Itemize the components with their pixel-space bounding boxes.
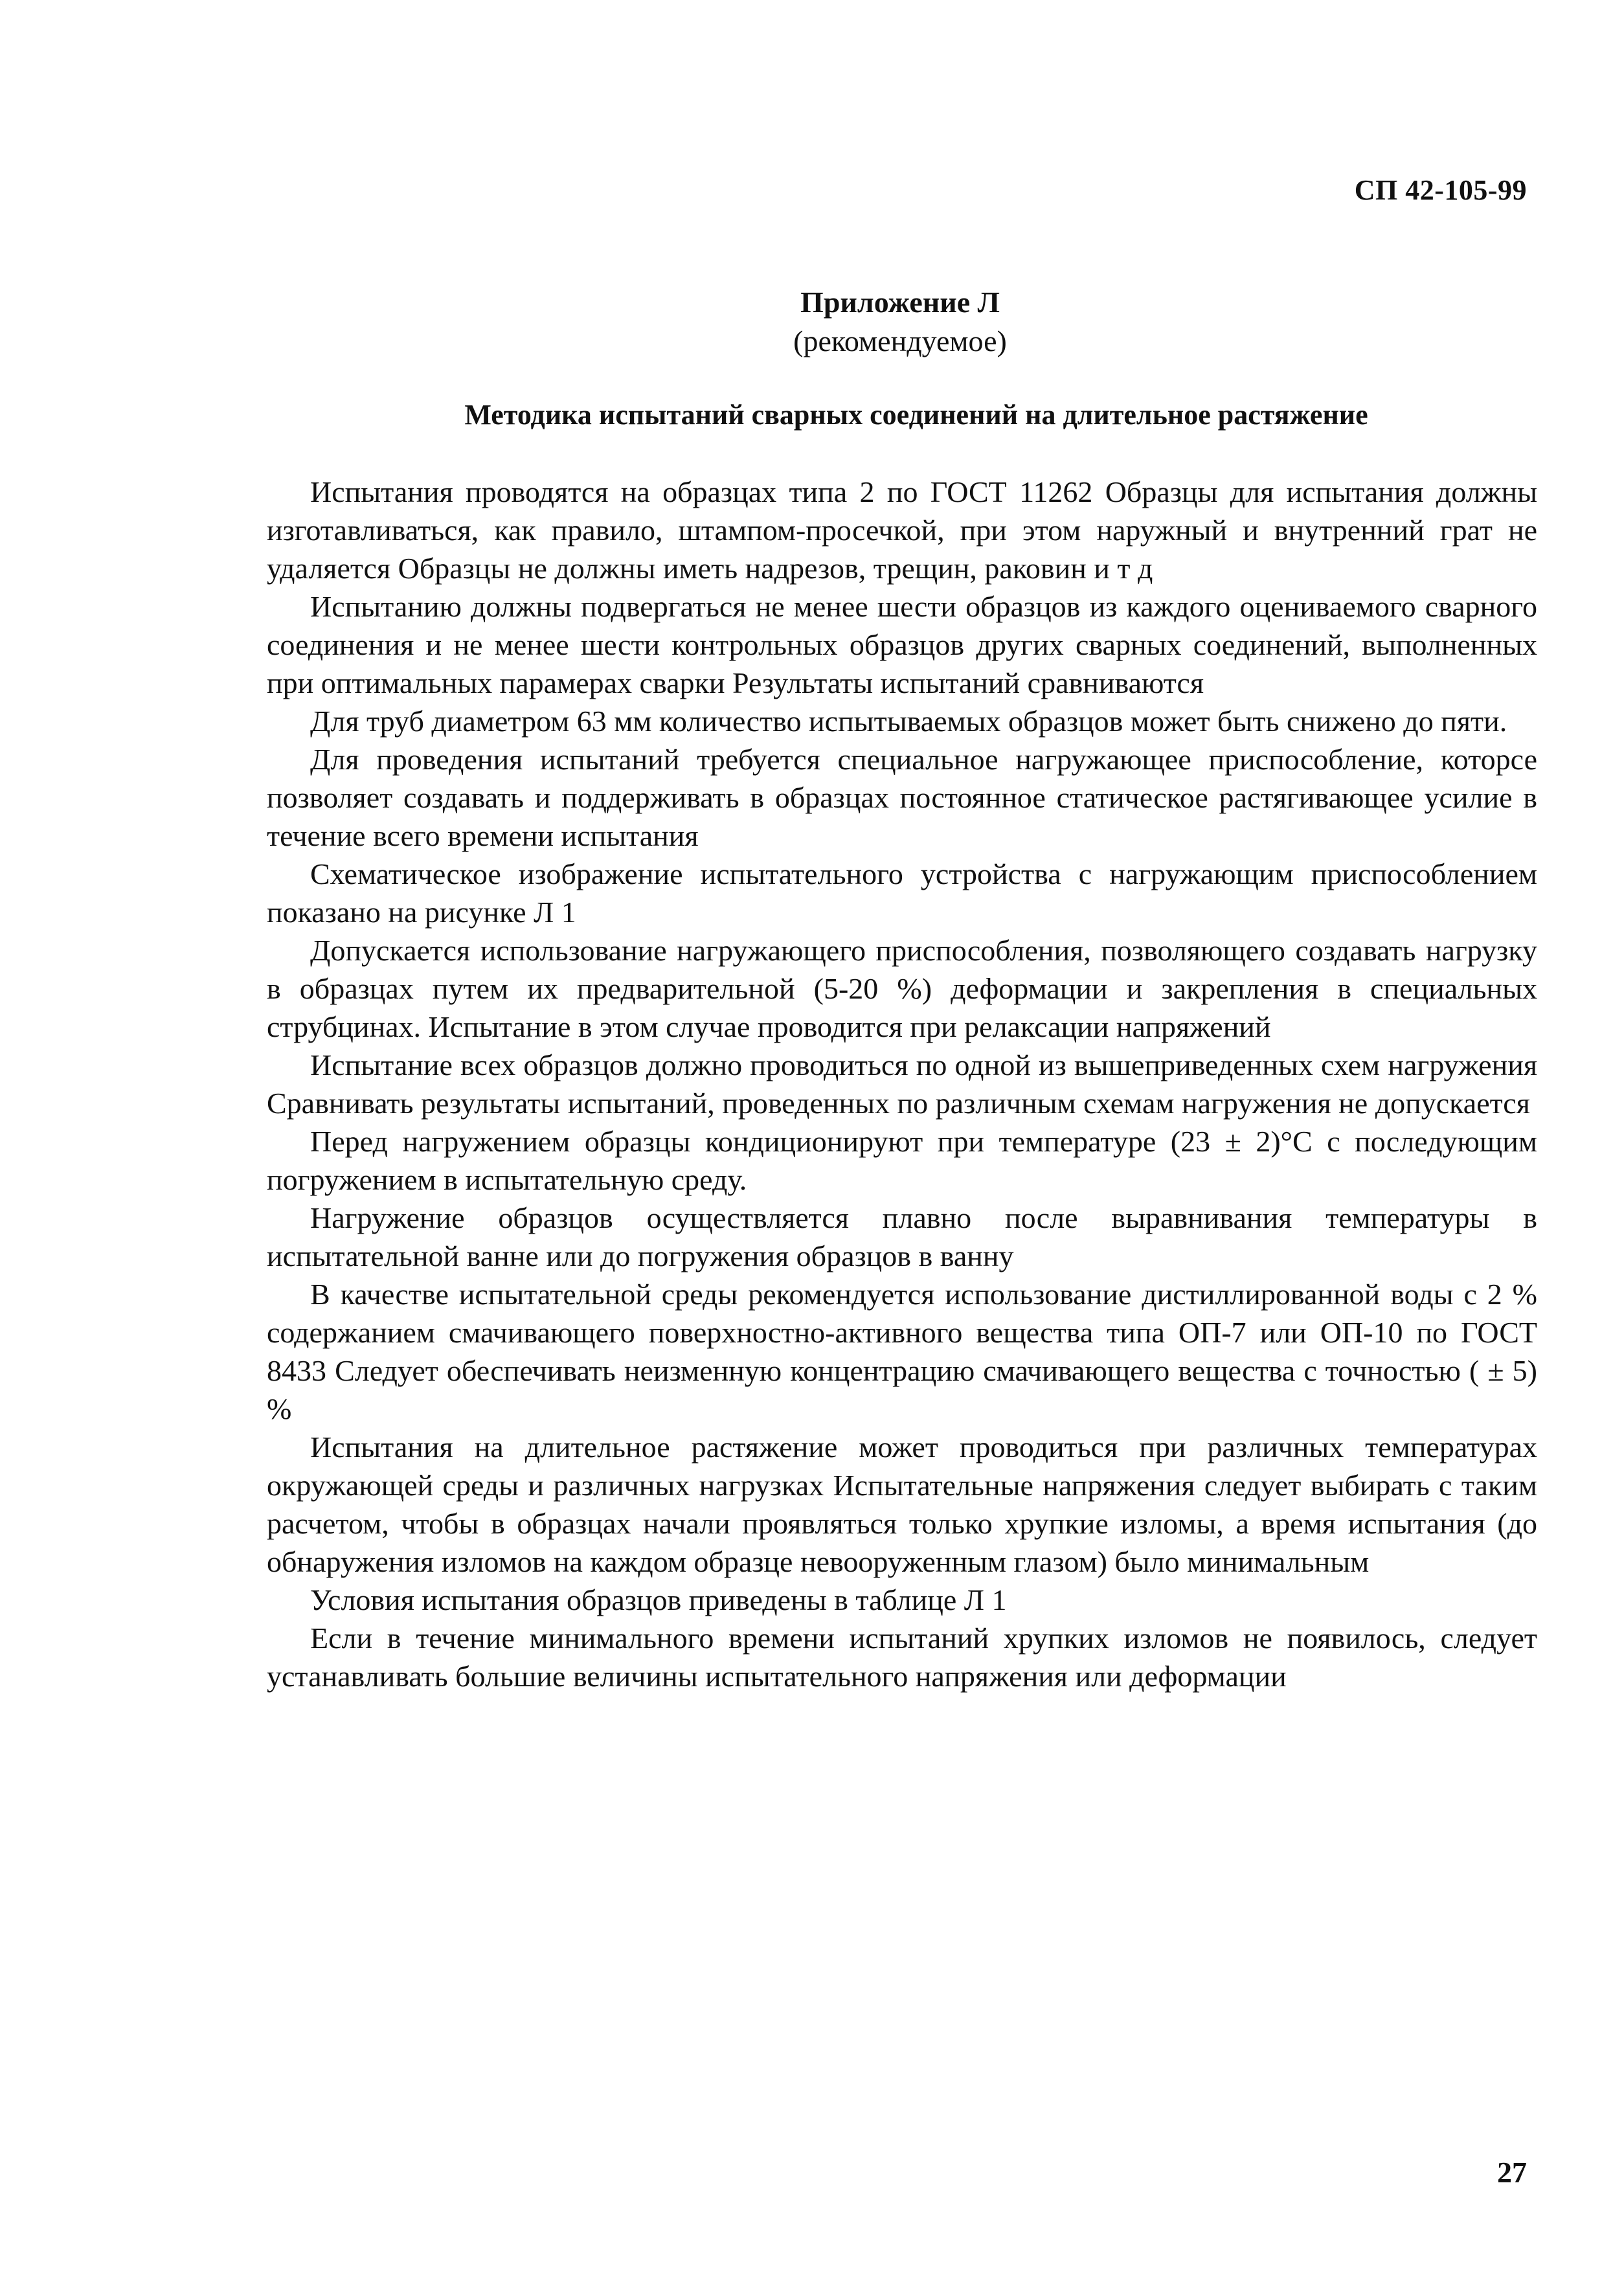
- document-code: СП 42-105-99: [1354, 174, 1527, 206]
- paragraph: Схематическое изображение испытательного устройства с нагружающим приспособлением показано на рисунке Л 1: [267, 857, 1537, 929]
- paragraph: Нагружение образцов осуществляется плавно после выравнивания температуры в испытательной ванне или до погружения образцов в ванну: [267, 1201, 1537, 1272]
- paragraph: Перед нагружением образцы кондиционируют при температуре (23 ± 2)°С с последующим погружением в испытательную среду.: [267, 1125, 1537, 1196]
- paragraph: Условия испытания образцов приведены в таблице Л 1: [310, 1583, 1007, 1616]
- paragraph: Допускается использование нагружающего приспособления, позволяющего создавать нагрузку в образцах путем их предварительной (5-20 %) деформации и закрепления в специальных струбцинах. Испытание в этом случае проводится при релаксации напряжений: [267, 934, 1537, 1043]
- paragraph: Для проведения испытаний требуется специальное нагружающее приспособление, которсе позволяет создавать и поддерживать в образцах постоянное статическое растягивающее усилие в течение всего времени испытания: [267, 743, 1537, 852]
- paragraph: Для труб диаметром 63 мм количество испытываемых образцов может быть снижено до пяти.: [310, 705, 1507, 738]
- appendix-title: Приложение Л: [800, 286, 1000, 319]
- paragraph: Испытания на длительное растяжение может проводиться при различных температурах окружающей среды и различных нагрузках Испытательные напряжения следует выбирать с таким расчетом, чтобы в образцах начали проявляться только хрупкие изломы, а время испытания (до обнаружения изломов на каждом образце невооруженным глазом) было минимальным: [267, 1430, 1537, 1578]
- paragraph: Если в течение минимального времени испытаний хрупких изломов не появилось, следует устанавливать большие величины испытательного напряжения или деформации: [267, 1622, 1537, 1693]
- paragraph: Испытанию должны подвергаться не менее шести образцов из каждого оцениваемого сварного соединения и не менее шести контрольных образцов других сварных соединений, выполненных при оптимальных парамерах сварки Результаты испытаний сравниваются: [267, 590, 1537, 699]
- paragraph: Испытания проводятся на образцах типа 2 по ГОСТ 11262 Образцы для испытания должны изготавливаться, как правило, штампом-просечкой, при этом наружный и внутренний грат не удаляется Образцы не должны иметь надрезов, трещин, раковин и т д: [267, 475, 1537, 585]
- section-heading: Методика испытаний сварных соединений на длительное растяжение: [464, 399, 1368, 431]
- body-text: [267, 473, 1537, 1695]
- paragraph: В качестве испытательной среды рекомендуется использование дистиллированной воды с 2 % содержанием смачивающего поверхностно-активного вещества типа ОП-7 или ОП-10 по ГОСТ 8433 Следует обеспечивать неизменную концентрацию смачивающего вещества с точностью ( ± 5) %: [267, 1278, 1537, 1425]
- page-number: 27: [1497, 2156, 1527, 2189]
- appendix-subtitle: (рекомендуемое): [793, 324, 1007, 357]
- paragraph: Испытание всех образцов должно проводиться по одной из вышеприведенных схем нагружения Сравнивать результаты испытаний, проведенных по различным схемам нагружения не допускается: [267, 1048, 1537, 1120]
